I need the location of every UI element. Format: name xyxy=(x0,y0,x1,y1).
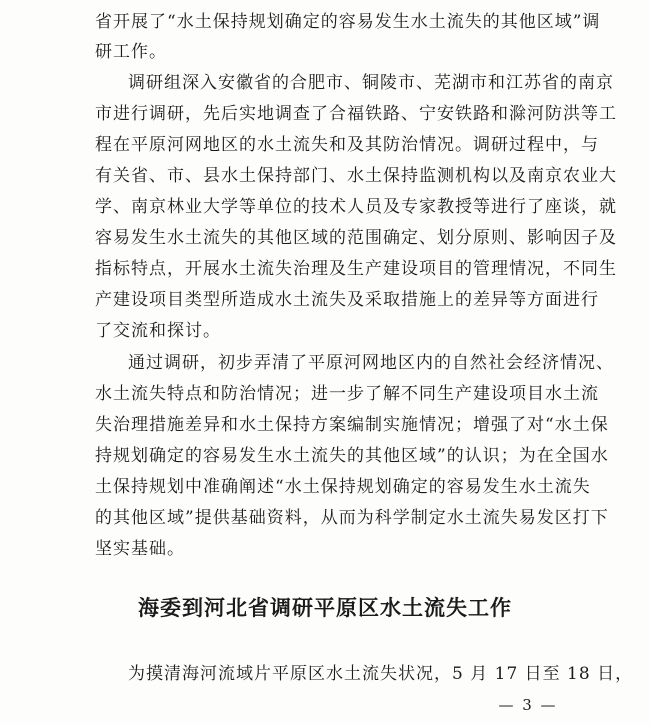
body-text-line: 程在平原河网地区的水土流失和及其防治情况。调研过程中，与 xyxy=(95,135,599,155)
body-text-line: 产建设项目类型所造成水土流失及采取措施上的差异等方面进行 xyxy=(95,290,599,310)
body-text-line: 容易发生水土流失的其他区域的范围确定、划分原则、影响因子及 xyxy=(95,228,617,248)
body-text-line: 研工作。 xyxy=(95,42,167,62)
body-text-line: 为摸清海河流域片平原区水土流失状况，5 月 17 日至 18 日， xyxy=(128,664,634,684)
body-text-line: 指标特点，开展水土流失治理及生产建设项目的管理情况，不同生 xyxy=(95,259,617,279)
body-text-line: 省开展了“水土保持规划确定的容易发生水土流失的其他区域”调 xyxy=(95,12,601,32)
body-text-line: 调研组深入安徽省的合肥市、铜陵市、芜湖市和江苏省的南京 xyxy=(128,73,614,93)
section-heading: 海委到河北省调研平原区水土流失工作 xyxy=(138,596,512,620)
body-text-line: 土保持规划中准确阐述“水土保持规划确定的容易发生水土流失 xyxy=(95,477,591,497)
body-text-line: 失治理措施差异和水土保持方案编制实施情况；增强了对“水土保 xyxy=(95,415,609,435)
body-text-line: 水土流失特点和防治情况；进一步了解不同生产建设项目水土流 xyxy=(95,384,599,404)
body-text-line: 了交流和探讨。 xyxy=(95,321,221,341)
body-text-line: 有关省、市、县水土保持部门、水土保持监测机构以及南京农业大 xyxy=(95,166,617,186)
page-number: — 3 — xyxy=(498,696,558,714)
body-text-line: 坚实基础。 xyxy=(95,539,185,559)
body-text-line: 持规划确定的容易发生水土流失的其他区域”的认识；为在全国水 xyxy=(95,446,609,466)
body-text-line: 学、南京林业大学等单位的技术人员及专家教授等进行了座谈，就 xyxy=(95,197,617,217)
body-text-line: 通过调研，初步弄清了平原河网地区内的自然社会经济情况、 xyxy=(128,353,614,373)
body-text-line: 的其他区域”提供基础资料，从而为科学制定水土流失易发区打下 xyxy=(95,508,609,528)
body-text-line: 市进行调研，先后实地调查了合福铁路、宁安铁路和滁河防洪等工 xyxy=(95,104,617,124)
